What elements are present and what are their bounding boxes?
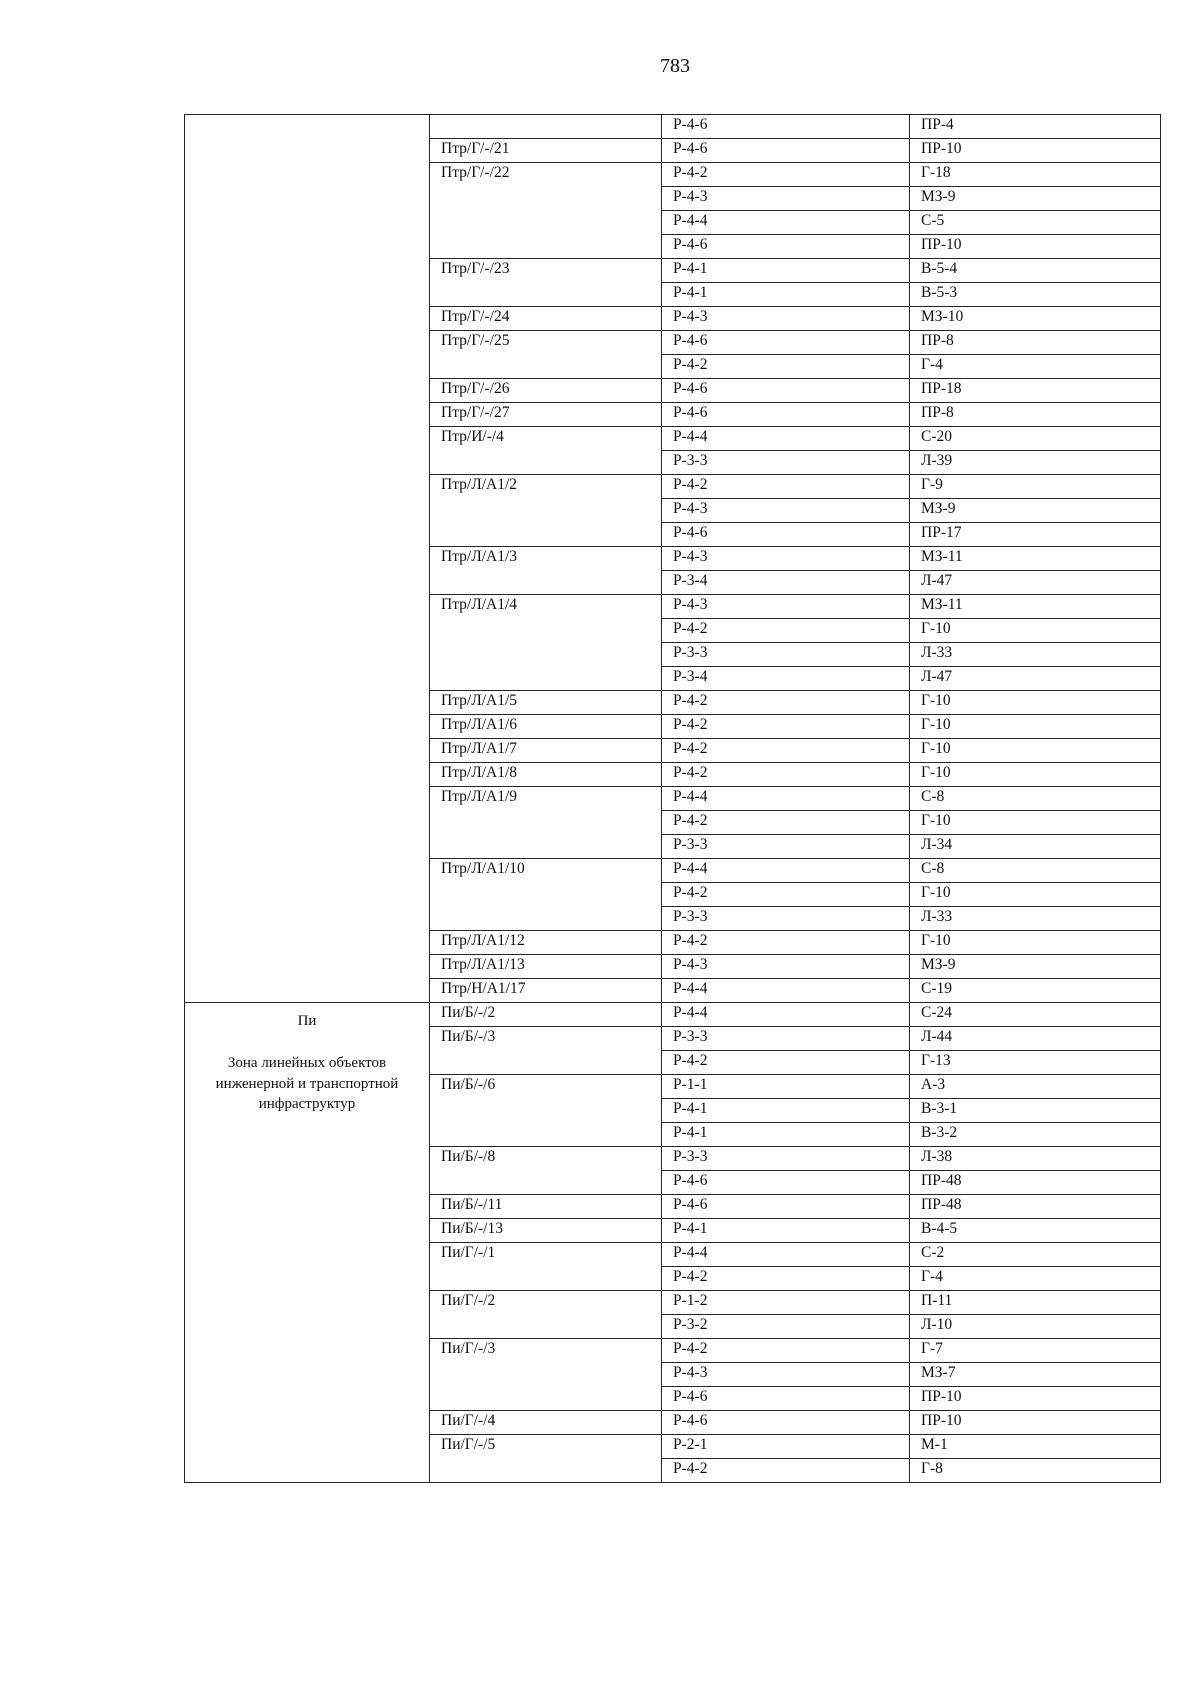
regulation-code-cell: Р-4-4	[662, 1243, 910, 1267]
parameter-code-cell: Л-38	[910, 1147, 1161, 1171]
regulation-code-cell: Р-4-1	[662, 283, 910, 307]
parameter-code-cell: С-2	[910, 1243, 1161, 1267]
regulation-code-cell: Р-4-6	[662, 139, 910, 163]
regulation-code-cell: Р-3-3	[662, 835, 910, 859]
regulation-code-cell: Р-3-3	[662, 451, 910, 475]
parameter-code-cell: С-5	[910, 211, 1161, 235]
parameter-code-cell: С-8	[910, 859, 1161, 883]
regulation-code-cell: Р-3-2	[662, 1315, 910, 1339]
regulation-code-cell: Р-4-4	[662, 211, 910, 235]
regulation-code-cell: Р-4-2	[662, 163, 910, 187]
regulation-code-cell: Р-4-2	[662, 931, 910, 955]
regulation-code-cell: Р-4-6	[662, 1411, 910, 1435]
object-code-cell: Птр/И/-/4	[430, 427, 662, 475]
regulation-code-cell: Р-4-1	[662, 1219, 910, 1243]
parameter-code-cell: МЗ-11	[910, 595, 1161, 619]
object-code-cell: Птр/Н/А1/17	[430, 979, 662, 1003]
object-code-cell: Птр/Л/А1/8	[430, 763, 662, 787]
object-code-cell: Птр/Г/-/24	[430, 307, 662, 331]
regulation-code-cell: Р-4-6	[662, 403, 910, 427]
regulation-code-cell: Р-4-6	[662, 1195, 910, 1219]
parameter-code-cell: Г-9	[910, 475, 1161, 499]
parameter-code-cell: Л-44	[910, 1027, 1161, 1051]
regulation-code-cell: Р-4-1	[662, 1099, 910, 1123]
object-code-cell: Птр/Л/А1/12	[430, 931, 662, 955]
parameter-code-cell: В-4-5	[910, 1219, 1161, 1243]
regulation-code-cell: Р-3-3	[662, 1027, 910, 1051]
object-code-cell: Птр/Л/А1/3	[430, 547, 662, 595]
parameter-code-cell: ПР-4	[910, 115, 1161, 139]
parameter-code-cell: ПР-48	[910, 1195, 1161, 1219]
object-code-cell: Птр/Л/А1/13	[430, 955, 662, 979]
regulation-code-cell: Р-3-4	[662, 571, 910, 595]
parameter-code-cell: Л-39	[910, 451, 1161, 475]
object-code-cell: Пи/Б/-/6	[430, 1075, 662, 1147]
regulation-code-cell: Р-4-2	[662, 1339, 910, 1363]
parameter-code-cell: Г-10	[910, 619, 1161, 643]
object-code-cell: Пи/Б/-/3	[430, 1027, 662, 1075]
regulation-code-cell: Р-4-4	[662, 787, 910, 811]
parameter-code-cell: МЗ-10	[910, 307, 1161, 331]
parameter-code-cell: С-24	[910, 1003, 1161, 1027]
regulation-code-cell: Р-2-1	[662, 1435, 910, 1459]
parameter-code-cell: ПР-48	[910, 1171, 1161, 1195]
parameter-code-cell: Г-10	[910, 763, 1161, 787]
regulation-code-cell: Р-4-2	[662, 1051, 910, 1075]
parameter-code-cell: МЗ-9	[910, 955, 1161, 979]
regulation-code-cell: Р-4-2	[662, 691, 910, 715]
regulation-code-cell: Р-4-2	[662, 715, 910, 739]
regulation-code-cell: Р-4-4	[662, 427, 910, 451]
object-code-cell: Пи/Г/-/2	[430, 1291, 662, 1339]
object-code-cell: Птр/Г/-/23	[430, 259, 662, 307]
object-code-cell: Пи/Г/-/4	[430, 1411, 662, 1435]
parameter-code-cell: ПР-10	[910, 235, 1161, 259]
object-code-cell: Птр/Г/-/21	[430, 139, 662, 163]
regulation-code-cell: Р-4-3	[662, 499, 910, 523]
regulation-code-cell: Р-4-3	[662, 595, 910, 619]
parameter-code-cell: ПР-10	[910, 139, 1161, 163]
zone-cell	[185, 1003, 430, 1483]
parameter-code-cell: Г-10	[910, 715, 1161, 739]
regulation-code-cell: Р-4-1	[662, 1123, 910, 1147]
parameter-code-cell: С-19	[910, 979, 1161, 1003]
regulation-code-cell: Р-4-3	[662, 307, 910, 331]
object-code-cell	[430, 115, 662, 139]
regulation-code-cell: Р-4-2	[662, 475, 910, 499]
regulation-code-cell: Р-4-2	[662, 1267, 910, 1291]
parameter-code-cell: МЗ-9	[910, 499, 1161, 523]
regulation-code-cell: Р-3-3	[662, 643, 910, 667]
parameter-code-cell: ПР-8	[910, 331, 1161, 355]
regulation-code-cell: Р-4-2	[662, 739, 910, 763]
object-code-cell: Пи/Б/-/11	[430, 1195, 662, 1219]
regulation-code-cell: Р-4-1	[662, 259, 910, 283]
object-code-cell: Птр/Л/А1/7	[430, 739, 662, 763]
regulation-code-cell: Р-4-6	[662, 523, 910, 547]
object-code-cell: Птр/Л/А1/9	[430, 787, 662, 859]
table-body	[185, 115, 1161, 1483]
zone-code: Пи	[297, 1013, 317, 1029]
parameter-code-cell: Г-4	[910, 1267, 1161, 1291]
parameter-code-cell: Г-18	[910, 163, 1161, 187]
parameter-code-cell: Г-8	[910, 1459, 1161, 1483]
parameter-code-cell: Л-34	[910, 835, 1161, 859]
table-row	[185, 115, 1161, 139]
parameter-code-cell: Л-33	[910, 907, 1161, 931]
parameter-code-cell: Г-10	[910, 883, 1161, 907]
parameter-code-cell: Л-33	[910, 643, 1161, 667]
regulation-code-cell: Р-4-2	[662, 1459, 910, 1483]
object-code-cell: Пи/Г/-/1	[430, 1243, 662, 1291]
parameter-code-cell: В-3-2	[910, 1123, 1161, 1147]
parameter-code-cell: ПР-8	[910, 403, 1161, 427]
object-code-cell: Пи/Б/-/13	[430, 1219, 662, 1243]
object-code-cell: Птр/Л/А1/4	[430, 595, 662, 691]
object-code-cell: Пи/Г/-/3	[430, 1339, 662, 1411]
parameter-code-cell: ПР-10	[910, 1411, 1161, 1435]
zoning-table	[184, 114, 1161, 1483]
regulation-code-cell: Р-1-2	[662, 1291, 910, 1315]
parameter-code-cell: Г-4	[910, 355, 1161, 379]
regulation-code-cell: Р-4-2	[662, 811, 910, 835]
regulation-code-cell: Р-4-2	[662, 355, 910, 379]
regulation-code-cell: Р-4-4	[662, 1003, 910, 1027]
parameter-code-cell: МЗ-11	[910, 547, 1161, 571]
parameter-code-cell: В-3-1	[910, 1099, 1161, 1123]
parameter-code-cell: С-8	[910, 787, 1161, 811]
object-code-cell: Пи/Б/-/2	[430, 1003, 662, 1027]
regulation-code-cell: Р-3-4	[662, 667, 910, 691]
regulation-code-cell: Р-4-6	[662, 1387, 910, 1411]
page-number: 783	[660, 55, 690, 77]
object-code-cell: Птр/Г/-/25	[430, 331, 662, 379]
parameter-code-cell: М-1	[910, 1435, 1161, 1459]
parameter-code-cell: ПР-17	[910, 523, 1161, 547]
regulation-code-cell: Р-4-2	[662, 763, 910, 787]
parameter-code-cell: Л-47	[910, 667, 1161, 691]
parameter-code-cell: П-11	[910, 1291, 1161, 1315]
regulation-code-cell: Р-4-6	[662, 1171, 910, 1195]
object-code-cell: Пи/Г/-/5	[430, 1435, 662, 1483]
object-code-cell: Птр/Л/А1/5	[430, 691, 662, 715]
object-code-cell: Птр/Л/А1/6	[430, 715, 662, 739]
parameter-code-cell: МЗ-9	[910, 187, 1161, 211]
parameter-code-cell: Г-10	[910, 931, 1161, 955]
regulation-code-cell: Р-4-3	[662, 1363, 910, 1387]
regulation-code-cell: Р-4-3	[662, 547, 910, 571]
object-code-cell: Птр/Г/-/22	[430, 163, 662, 259]
parameter-code-cell: Г-10	[910, 691, 1161, 715]
parameter-code-cell: Л-47	[910, 571, 1161, 595]
regulation-code-cell: Р-3-3	[662, 907, 910, 931]
parameter-code-cell: МЗ-7	[910, 1363, 1161, 1387]
object-code-cell: Птр/Г/-/27	[430, 403, 662, 427]
parameter-code-cell: Г-13	[910, 1051, 1161, 1075]
regulation-code-cell: Р-4-6	[662, 115, 910, 139]
regulation-code-cell: Р-4-6	[662, 235, 910, 259]
table-row	[185, 1003, 1161, 1027]
object-code-cell: Птр/Г/-/26	[430, 379, 662, 403]
zone-cell	[185, 115, 430, 1003]
regulation-code-cell: Р-3-3	[662, 1147, 910, 1171]
object-code-cell: Птр/Л/А1/10	[430, 859, 662, 931]
regulation-code-cell: Р-4-6	[662, 379, 910, 403]
regulation-code-cell: Р-1-1	[662, 1075, 910, 1099]
object-code-cell: Пи/Б/-/8	[430, 1147, 662, 1195]
parameter-code-cell: В-5-4	[910, 259, 1161, 283]
parameter-code-cell: ПР-18	[910, 379, 1161, 403]
parameter-code-cell: Г-7	[910, 1339, 1161, 1363]
zone-name: Зона линейных объектов инженерной и транспортной инфраструктур	[215, 1055, 399, 1112]
parameter-code-cell: А-3	[910, 1075, 1161, 1099]
parameter-code-cell: ПР-10	[910, 1387, 1161, 1411]
regulation-code-cell: Р-4-3	[662, 187, 910, 211]
parameter-code-cell: Л-10	[910, 1315, 1161, 1339]
regulation-code-cell: Р-4-4	[662, 859, 910, 883]
parameter-code-cell: В-5-3	[910, 283, 1161, 307]
object-code-cell: Птр/Л/А1/2	[430, 475, 662, 547]
regulation-code-cell: Р-4-2	[662, 883, 910, 907]
parameter-code-cell: С-20	[910, 427, 1161, 451]
regulation-code-cell: Р-4-2	[662, 619, 910, 643]
regulation-code-cell: Р-4-4	[662, 979, 910, 1003]
parameter-code-cell: Г-10	[910, 811, 1161, 835]
regulation-code-cell: Р-4-3	[662, 955, 910, 979]
regulation-code-cell: Р-4-6	[662, 331, 910, 355]
parameter-code-cell: Г-10	[910, 739, 1161, 763]
